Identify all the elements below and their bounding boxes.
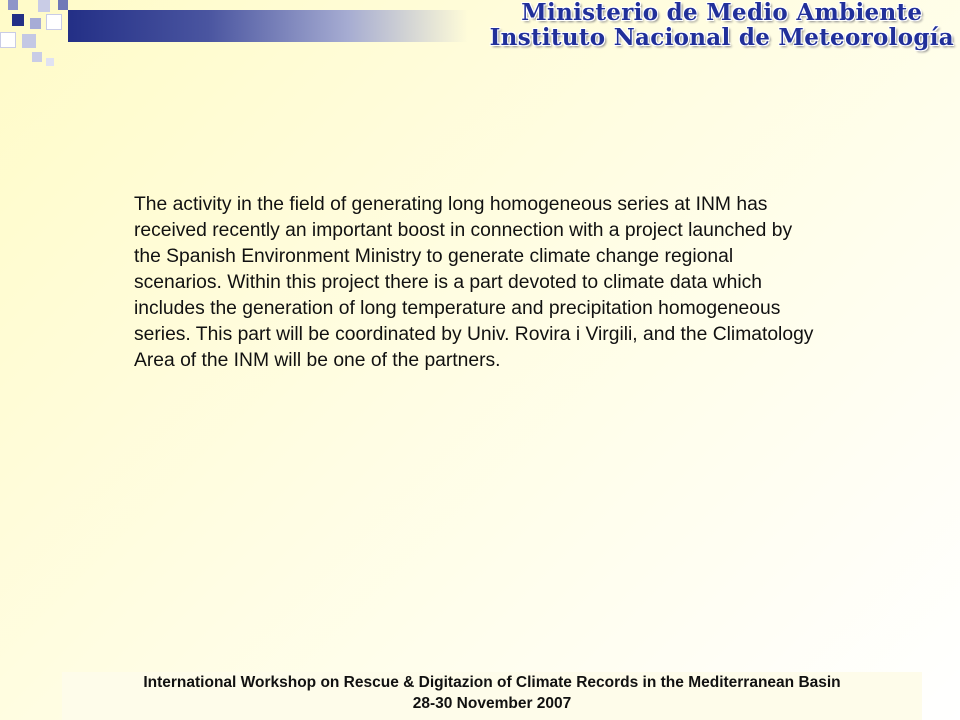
workshop-title: International Workshop on Rescue & Digitazion of Climate Records in the Mediterranean Basin [143, 674, 841, 691]
square-shape [58, 0, 68, 10]
square-shape [46, 58, 54, 66]
footer [62, 672, 922, 720]
square-shape [0, 32, 16, 48]
square-shape [8, 0, 18, 10]
header-gradient-bar [68, 10, 468, 42]
square-shape [12, 14, 24, 26]
institute-name: Instituto Nacional de Meteorología [489, 24, 954, 51]
square-shape [46, 14, 62, 30]
square-shape [32, 52, 42, 62]
main-paragraph: The activity in the field of generating long homogeneous series at INM has received recently an important boost in connection with a project launched by the Spanish Environment Ministry to generate climate change regional scenarios. Within this project there is a part devoted to climate data which includes the generation of long temperature and precipitation homogeneous series. This part will be coordinated by Univ. Rovira i Virgili, and the Climatology Area of the INM will be one of the partners. [134, 194, 814, 371]
square-shape [38, 0, 50, 12]
workshop-date: 28-30 November 2007 [412, 695, 572, 712]
ministry-name: Ministerio de Medio Ambiente [521, 0, 923, 26]
square-shape [22, 34, 36, 48]
square-shape [30, 18, 41, 29]
ministry-title [490, 0, 954, 50]
